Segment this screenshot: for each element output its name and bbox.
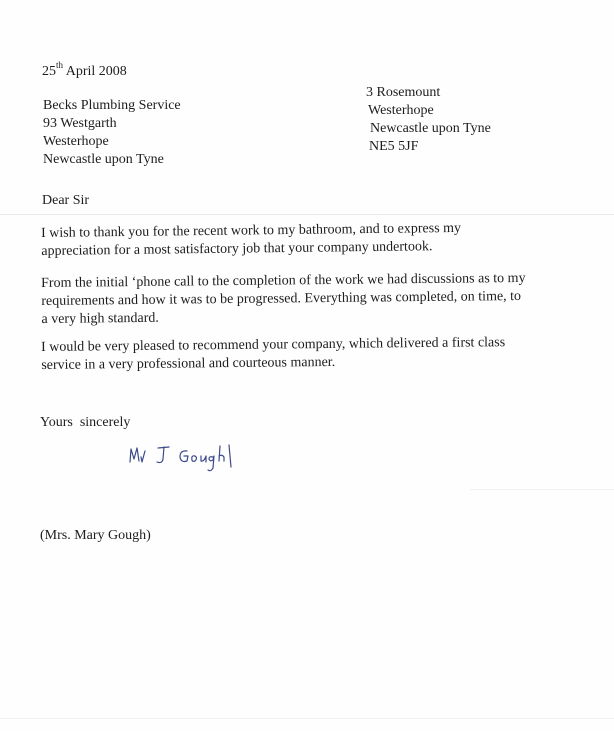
body-paragraph — [41, 270, 562, 329]
recipient-line: Becks Plumbing Service — [43, 98, 181, 113]
date-suffix: th — [56, 60, 64, 71]
body-paragraph — [41, 334, 561, 375]
sender-line: Westerhope — [368, 103, 434, 118]
sender-address — [366, 84, 491, 156]
closing: Yours sincerely — [40, 415, 131, 430]
scan-artifact-line — [0, 718, 614, 719]
paragraph-line: a very high standard. — [41, 310, 159, 327]
recipient-line: Westerhope — [43, 134, 109, 149]
paragraph-line: service in a very professional and courteous manner. — [41, 354, 336, 373]
body-paragraph — [41, 219, 561, 261]
scan-artifact-line — [0, 214, 614, 215]
sender-line: Newcastle upon Tyne — [370, 121, 491, 136]
paragraph-line: From the initial ‘phone call to the completion of the work we had discussions as to my — [41, 270, 526, 291]
date-month-year: April 2008 — [63, 64, 127, 79]
salutation: Dear Sir — [42, 193, 90, 208]
recipient-line: Newcastle upon Tyne — [43, 152, 164, 167]
paragraph-line: requirements and how it was to be progressed. Everything was completed, on time, to — [41, 288, 522, 309]
recipient-address — [43, 97, 181, 169]
signatory-name: (Mrs. Mary Gough) — [40, 528, 151, 543]
signature-drawing — [125, 437, 275, 477]
paragraph-line: I would be very pleased to recommend your company, which delivered a first class — [41, 335, 506, 355]
date-day: 25 — [42, 64, 56, 79]
scan-artifact-line — [470, 489, 614, 490]
paragraph-line: I wish to thank you for the recent work to my bathroom, and to express my — [41, 220, 462, 241]
sender-line: NE5 5JF — [369, 139, 419, 154]
recipient-line: 93 Westgarth — [43, 116, 117, 131]
sender-line: 3 Rosemount — [366, 85, 441, 100]
paragraph-line: appreciation for a most satisfactory job that your company undertook. — [41, 239, 433, 259]
letter-date — [42, 60, 127, 81]
handwritten-signature — [125, 437, 275, 477]
